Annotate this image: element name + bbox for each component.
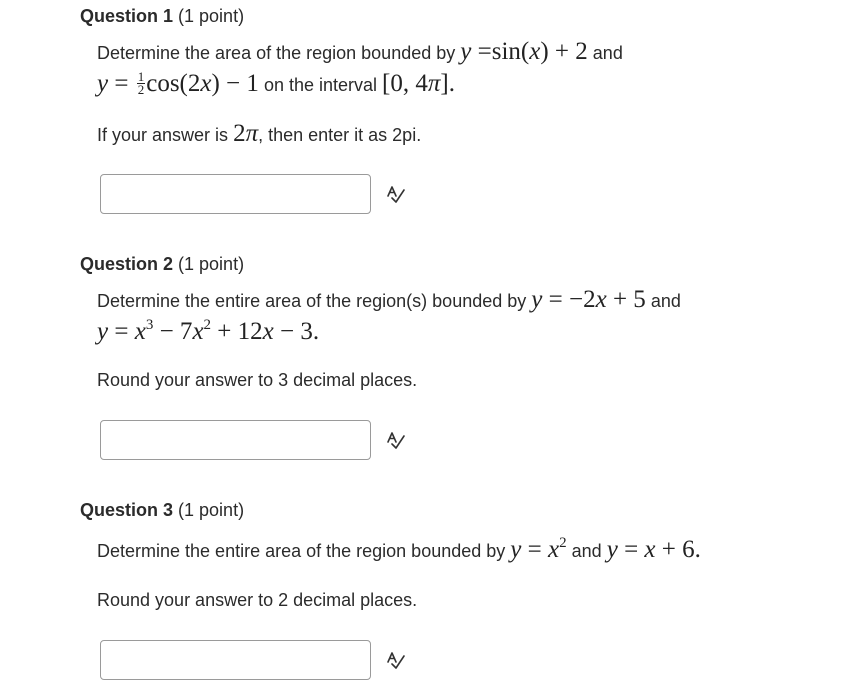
hint-prefix: If your answer is <box>97 125 229 145</box>
answer-input-3[interactable] <box>100 640 371 680</box>
question-number: Question 2 <box>80 254 174 274</box>
equation-1: $y = x^2$ <box>510 535 567 563</box>
hint-text: Round your answer to 2 decimal places. <box>97 590 418 610</box>
question-points: (1 point) <box>178 500 245 520</box>
question-3-hint <box>97 590 417 611</box>
hint-text: Round your answer to 3 decimal places. <box>97 370 418 390</box>
prompt-text: Determine the area of the region bounded by <box>97 43 456 63</box>
fraction: $\frac{1}{2}$ <box>137 68 145 97</box>
question-number: Question 1 <box>80 6 174 26</box>
and-text: and <box>571 541 602 561</box>
and-text: and <box>592 43 623 63</box>
question-1-prompt-line-2 <box>97 70 455 98</box>
question-2-header <box>80 254 244 275</box>
equation-2: y = x + 6. <box>606 536 701 563</box>
interval-math: [0, 4π]. <box>382 70 455 97</box>
equation-1: y =sin(x) + 2 <box>460 38 588 65</box>
question-3-header <box>80 500 244 521</box>
question-points: (1 point) <box>178 254 245 274</box>
question-number: Question 3 <box>80 500 174 520</box>
spellcheck-icon[interactable] <box>386 431 406 449</box>
answer-input-1[interactable] <box>100 174 371 214</box>
hint-math: 2π <box>233 120 259 147</box>
question-3-prompt-line-1 <box>97 536 701 564</box>
question-2-prompt-line-2 <box>97 318 319 346</box>
hint-suffix: , then enter it as 2pi. <box>258 125 422 145</box>
question-2-hint <box>97 370 417 391</box>
question-points: (1 point) <box>178 6 245 26</box>
question-1-hint <box>97 120 421 148</box>
equation-2: y = $\frac{1}{2}$ cos(2x) − 1 <box>97 68 259 97</box>
and-text: and <box>650 291 681 311</box>
spellcheck-icon[interactable] <box>386 651 406 669</box>
question-2-prompt-line-1 <box>97 286 681 314</box>
answer-input-2[interactable] <box>100 420 371 460</box>
prompt-text: Determine the entire area of the region(s) bounded by <box>97 291 527 311</box>
prompt-text: Determine the entire area of the region bounded by <box>97 541 506 561</box>
question-1-prompt-line-1 <box>97 38 623 66</box>
equation-1: y = −2x + 5 <box>531 286 646 313</box>
interval-text: on the interval <box>263 75 378 95</box>
spellcheck-icon[interactable] <box>386 185 406 203</box>
equation-2: $y = x^3 - 7x^2 + 12x - 3$. <box>97 317 320 345</box>
question-1-header <box>80 6 244 27</box>
